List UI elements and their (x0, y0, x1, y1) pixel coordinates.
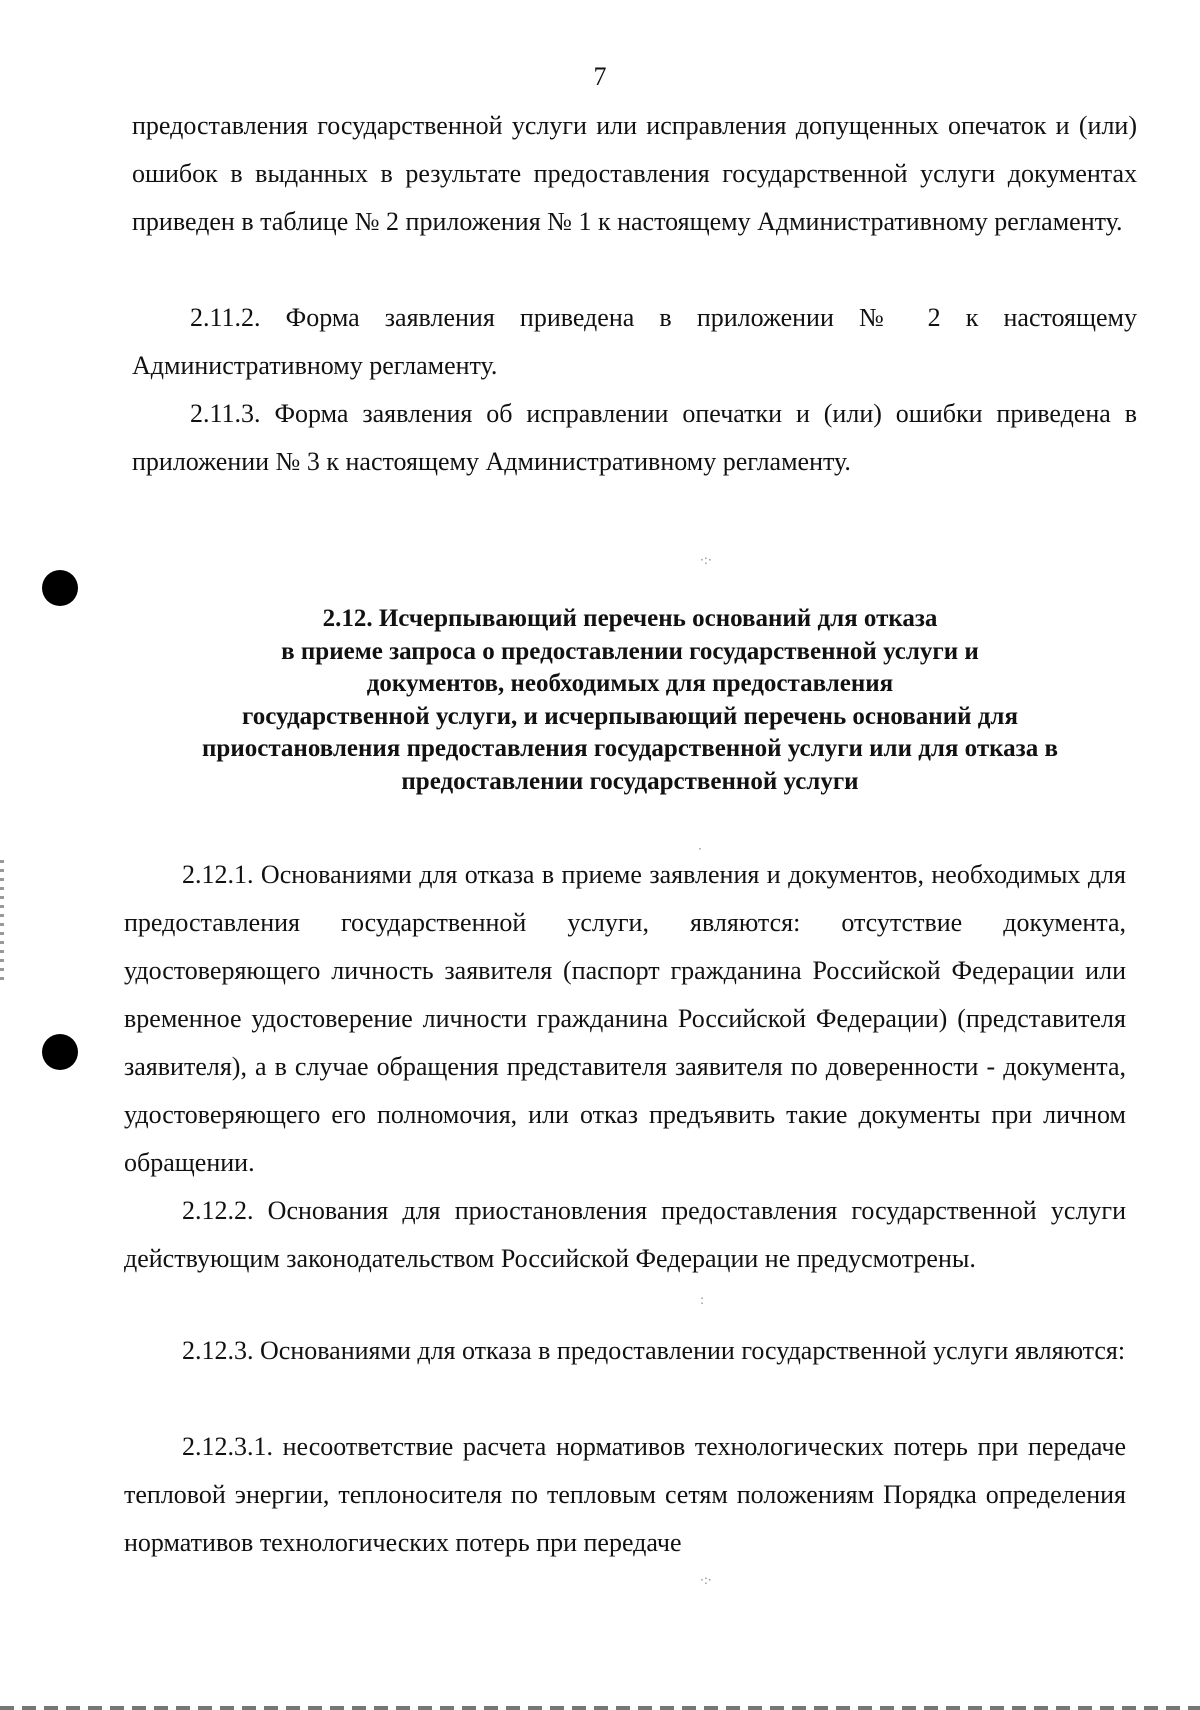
paragraph-2-12-3: 2.12.3. Основаниями для отказа в предоставлении государственной услуги являются: (182, 1336, 1126, 1365)
paragraph-continuation: предоставления государственной услуги или исправления допущенных опечаток и (или) ошибок в выданных в результате предоставления государственной услуги документах приведен в таблице № 2 приложения № 1 к настоящему Административному регламенту. (132, 111, 1137, 236)
paragraph-2-12-2: 2.12.2. Основания для приостановления предоставления государственной услуги действующим законодательством Российской Федерации не предусмотрены. (124, 1196, 1126, 1273)
heading-line: государственной услуги, и исчерпывающий перечень оснований для (242, 702, 1018, 730)
heading-line: документов, необходимых для предоставления (366, 670, 894, 697)
scan-speck: · (698, 842, 702, 856)
paragraph-2-11-2: 2.11.2. Форма заявления приведена в приложении № 2 к настоящему Административному регламенту. (132, 303, 1137, 380)
heading-line: приостановления предоставления государственной услуги или для отказа в (202, 735, 1058, 762)
paragraph-2-12-3-1: 2.12.3.1. несоответствие расчета нормативов технологических потерь при передаче тепловой энергии, теплоносителя по тепловым сетям положениям Порядка определения нормативов технологических потерь при передаче (124, 1432, 1126, 1557)
page-number: 7 (593, 62, 607, 91)
heading-line: предоставлении государственной услуги (401, 767, 859, 795)
paragraph-2-11-3: 2.11.3. Форма заявления об исправлении опечатки и (или) ошибки приведена в приложении № 3 к настоящему Административному регламенту. (132, 399, 1137, 476)
punch-hole-mark (42, 570, 78, 606)
punch-hole-mark (42, 1034, 78, 1070)
scan-speck: ·:· (700, 553, 712, 567)
scan-edge-artifact (0, 1706, 1200, 1710)
heading-line: в приеме запроса о предоставлении государственной услуги и (281, 637, 979, 665)
scan-margin-artifact (0, 860, 4, 980)
heading-line: 2.12. Исчерпывающий перечень оснований для отказа (322, 605, 938, 632)
paragraph-2-12-1: 2.12.1. Основаниями для отказа в приеме заявления и документов, необходимых для предоставления государственной услуги, являются: отсутствие документа, удостоверяющего личность заявителя (паспорт гражданина Российской Федерации или временное удостоверение личности гражданина Российской Федерации) (представителя заявителя), а в случае обращения представителя заявителя по доверенности - документа, удостоверяющего его полномочия, или отказ предъявить такие документы при личном обращении. (124, 860, 1126, 1177)
scan-speck: ·:· (700, 1573, 712, 1587)
section-heading-2-12 (130, 603, 1130, 798)
scan-speck: : (700, 1293, 705, 1307)
